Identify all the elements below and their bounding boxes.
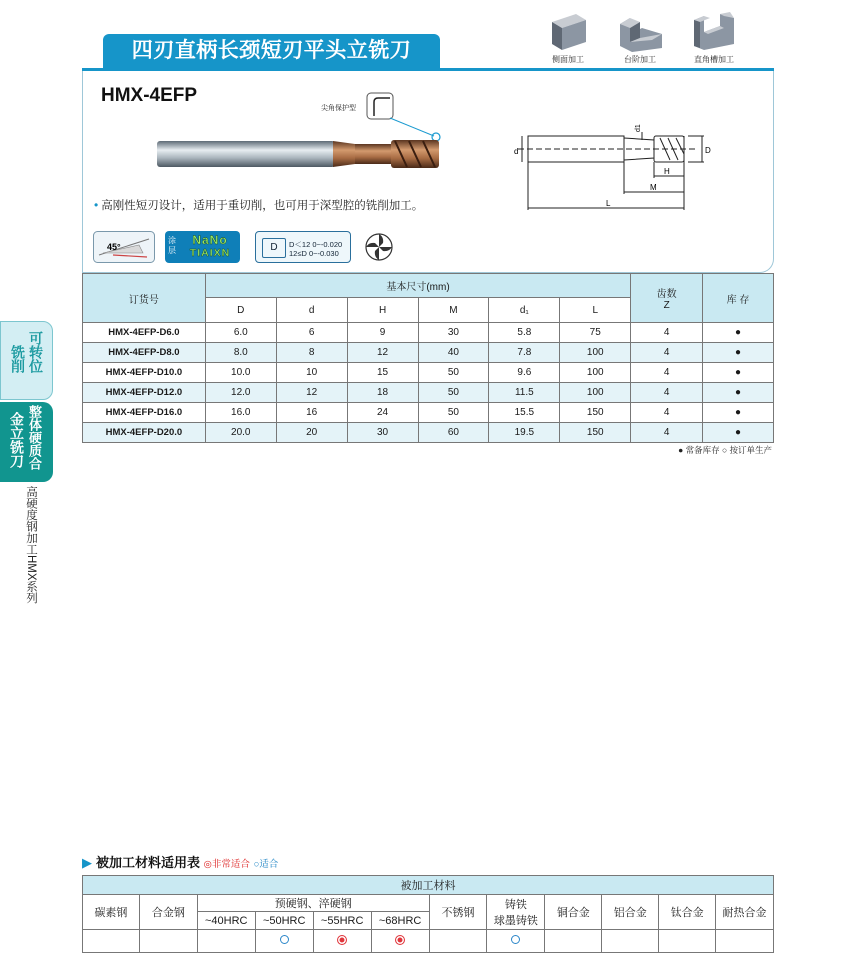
rating-cell <box>255 930 313 953</box>
material-copper: 铜合金 <box>545 895 602 930</box>
header-teeth-line1: 齿数 <box>656 289 677 300</box>
helix-angle-badge <box>93 231 155 263</box>
materials-title <box>82 852 278 871</box>
cell-d: 20 <box>276 423 347 443</box>
series-vertical-label: 高硬度钢加工HMX系列 <box>25 486 37 604</box>
page-title: 四刃直柄长颈短刃平头立铣刀 <box>103 34 440 68</box>
cell-d1: 15.5 <box>489 403 560 423</box>
header-order-code: 订货号 <box>83 274 206 323</box>
rating-cell <box>659 930 716 953</box>
cell-stock: ● <box>703 343 774 363</box>
table-row <box>83 323 774 343</box>
cell-code: HMX-4EFP-D16.0 <box>83 403 206 423</box>
cell-H: 18 <box>347 383 418 403</box>
rating-cell <box>83 930 140 953</box>
cell-d: 8 <box>276 343 347 363</box>
machining-type-step <box>610 10 670 65</box>
material-cast-iron <box>487 895 545 930</box>
cell-D: 8.0 <box>205 343 276 363</box>
material-titanium: 钛合金 <box>659 895 716 930</box>
cell-d: 10 <box>276 363 347 383</box>
dim-label-H: H <box>664 167 670 176</box>
side-tab-solid-carbide[interactable] <box>0 402 53 482</box>
material-alloy-steel: 合金钢 <box>139 895 197 930</box>
cell-L: 100 <box>560 343 631 363</box>
feature-text <box>94 197 423 213</box>
suitable-circle-icon <box>511 935 520 944</box>
side-tab-text: 整体硬质合 <box>27 405 42 470</box>
machining-type-side <box>538 10 598 65</box>
side-tab-text: 铣削 <box>10 345 26 373</box>
cell-Z: 4 <box>631 383 703 403</box>
hrc-50: ~50HRC <box>255 912 313 930</box>
cell-M: 30 <box>418 323 489 343</box>
material-aluminum: 铝合金 <box>602 895 659 930</box>
cell-Z: 4 <box>631 343 703 363</box>
side-milling-icon <box>546 10 590 52</box>
side-tab-text: 可转位 <box>28 331 44 373</box>
header-stock: 库 存 <box>703 274 774 323</box>
cell-Z: 4 <box>631 423 703 443</box>
cell-d: 6 <box>276 323 347 343</box>
very-suitable-circle-icon <box>395 935 405 945</box>
cell-stock: ● <box>703 383 774 403</box>
cell-L: 100 <box>560 363 631 383</box>
header-basic-dimensions: 基本尺寸(mm) <box>205 274 630 298</box>
table-row <box>83 383 774 403</box>
materials-table <box>82 875 774 953</box>
header-teeth <box>631 274 703 323</box>
coating-name-line2: TIAIXN <box>189 247 231 259</box>
cell-L: 100 <box>560 383 631 403</box>
tolerance-line1: D＜12 0~-0.020 <box>289 240 343 249</box>
helix-angle-value: 45° <box>107 242 121 252</box>
table-row <box>83 363 774 383</box>
cell-d1: 7.8 <box>489 343 560 363</box>
note-ok: ○适合 <box>253 859 279 870</box>
cell-L: 150 <box>560 403 631 423</box>
cell-d1: 5.8 <box>489 323 560 343</box>
header-L: L <box>560 298 631 323</box>
material-heat-resistant: 耐热合金 <box>716 895 774 930</box>
side-tab-text: 金立铣刀 <box>9 412 25 468</box>
cell-H: 15 <box>347 363 418 383</box>
slot-milling-icon <box>690 10 738 52</box>
step-milling-icon <box>616 10 664 52</box>
cell-d: 16 <box>276 403 347 423</box>
cell-d1: 9.6 <box>489 363 560 383</box>
cell-code: HMX-4EFP-D10.0 <box>83 363 206 383</box>
table-row <box>83 343 774 363</box>
very-suitable-circle-icon <box>337 935 347 945</box>
end-mill-photo <box>155 137 445 171</box>
side-tab-indexable-milling[interactable] <box>0 321 53 400</box>
cell-stock: ● <box>703 403 774 423</box>
cell-Z: 4 <box>631 323 703 343</box>
cell-H: 24 <box>347 403 418 423</box>
cell-code: HMX-4EFP-D20.0 <box>83 423 206 443</box>
machining-type-slot <box>684 10 744 65</box>
hrc-40: ~40HRC <box>197 912 255 930</box>
rating-cell <box>313 930 371 953</box>
hrc-55: ~55HRC <box>313 912 371 930</box>
cell-code: HMX-4EFP-D12.0 <box>83 383 206 403</box>
feature-description: 高刚性短刃设计，适用于重切削，也可用于深型腔的铣削加工。 <box>101 200 424 212</box>
cell-D: 6.0 <box>205 323 276 343</box>
cell-code: HMX-4EFP-D8.0 <box>83 343 206 363</box>
header-d1: d₁ <box>489 298 560 323</box>
cell-Z: 4 <box>631 403 703 423</box>
rating-cell <box>429 930 487 953</box>
cell-H: 9 <box>347 323 418 343</box>
cell-M: 50 <box>418 363 489 383</box>
cell-M: 60 <box>418 423 489 443</box>
cell-L: 150 <box>560 423 631 443</box>
materials-title-text: 被加工材料适用表 <box>96 855 201 870</box>
coating-side-label: 涂层 <box>168 236 176 255</box>
header-M: M <box>418 298 489 323</box>
cell-H: 12 <box>347 343 418 363</box>
cell-H: 30 <box>347 423 418 443</box>
cell-d1: 19.5 <box>489 423 560 443</box>
rating-cell <box>716 930 774 953</box>
tolerance-line2: 12≤D 0~-0.030 <box>289 249 339 258</box>
cell-D: 10.0 <box>205 363 276 383</box>
coating-name-line1: NaNo <box>192 233 228 247</box>
table-row <box>83 403 774 423</box>
cell-d: 12 <box>276 383 347 403</box>
bullet-icon: • <box>94 198 99 212</box>
cell-stock: ● <box>703 363 774 383</box>
material-hardened-steel: 预硬钢、淬硬钢 <box>197 895 429 912</box>
suitable-circle-icon <box>280 935 289 944</box>
four-flute-section-icon <box>362 231 396 263</box>
header-d: d <box>276 298 347 323</box>
dimension-drawing <box>508 124 720 216</box>
cell-stock: ● <box>703 423 774 443</box>
rating-cell <box>371 930 429 953</box>
cell-L: 75 <box>560 323 631 343</box>
material-cast-iron-line2: 球墨铸铁 <box>493 915 538 927</box>
dim-label-L: L <box>606 199 611 208</box>
model-name: HMX-4EFP <box>101 85 198 106</box>
coating-badge <box>165 231 240 263</box>
cell-M: 40 <box>418 343 489 363</box>
corner-protection-label: 尖角保护型 <box>321 105 356 112</box>
header-H: H <box>347 298 418 323</box>
machining-label: 侧面加工 <box>552 55 584 64</box>
dim-label-d1: d1 <box>635 124 642 132</box>
material-stainless: 不锈钢 <box>429 895 487 930</box>
cell-D: 20.0 <box>205 423 276 443</box>
cell-D: 16.0 <box>205 403 276 423</box>
tolerance-symbol: D <box>262 238 286 258</box>
cell-code: HMX-4EFP-D6.0 <box>83 323 206 343</box>
header-teeth-line2: Z <box>663 300 670 311</box>
rating-cell <box>545 930 602 953</box>
rating-cell <box>487 930 545 953</box>
material-cast-iron-line1: 铸铁 <box>504 899 527 911</box>
rating-cell <box>139 930 197 953</box>
dim-label-M: M <box>650 183 657 192</box>
cell-stock: ● <box>703 323 774 343</box>
dim-label-d: d <box>514 147 519 156</box>
hrc-68: ~68HRC <box>371 912 429 930</box>
note-strong: ◎非常适合 <box>203 859 250 870</box>
cell-M: 50 <box>418 403 489 423</box>
material-carbon-steel: 碳素钢 <box>83 895 140 930</box>
table-row <box>83 930 774 953</box>
cell-M: 50 <box>418 383 489 403</box>
cell-D: 12.0 <box>205 383 276 403</box>
cell-d1: 11.5 <box>489 383 560 403</box>
spec-table <box>82 273 774 443</box>
header-D: D <box>205 298 276 323</box>
machining-label: 直角槽加工 <box>694 55 734 64</box>
dim-label-D: D <box>705 146 711 155</box>
tolerance-badge <box>255 231 351 263</box>
materials-header: 被加工材料 <box>83 876 774 895</box>
section-arrow-icon: ▶ <box>82 855 92 870</box>
cell-Z: 4 <box>631 363 703 383</box>
rating-cell <box>197 930 255 953</box>
table-row <box>83 423 774 443</box>
rating-cell <box>602 930 659 953</box>
machining-label: 台阶加工 <box>624 55 656 64</box>
stock-legend: ● 常备库存 ○ 按订单生产 <box>678 445 772 455</box>
